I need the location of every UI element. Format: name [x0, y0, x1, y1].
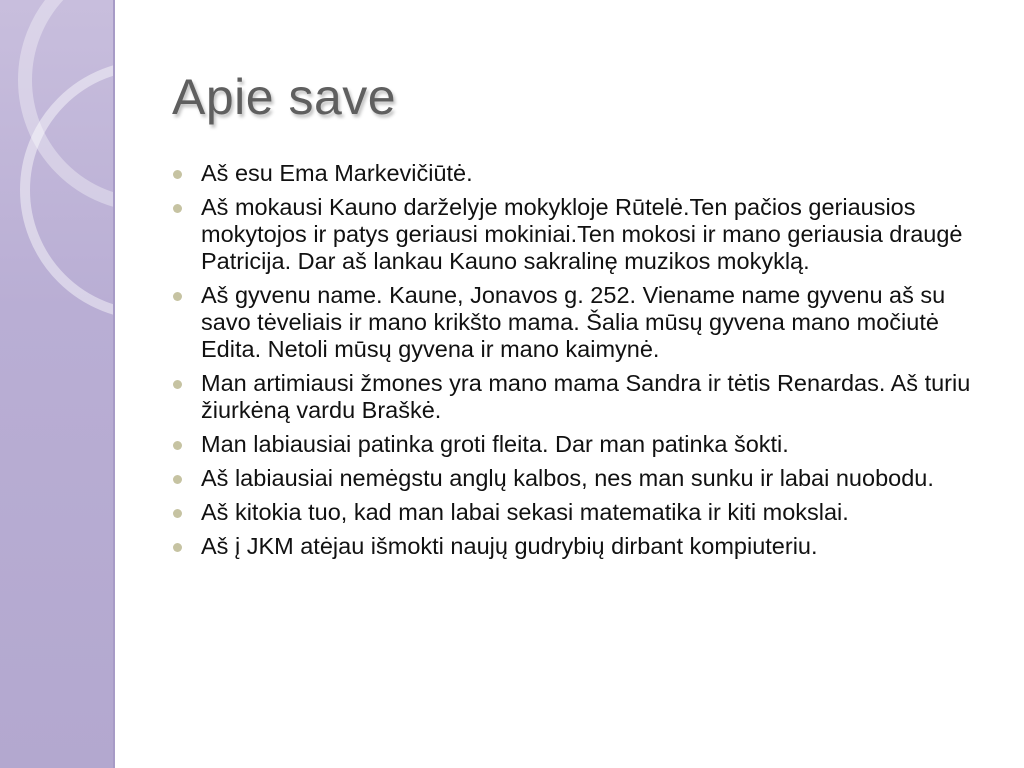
bullet-dot-icon	[173, 509, 182, 518]
bullet-text: Aš į JKM atėjau išmokti naujų gudrybių dirbant kompiuteriu.	[201, 533, 818, 559]
list-item	[172, 160, 972, 187]
decorative-side-band	[0, 0, 115, 768]
list-item	[172, 431, 972, 458]
list-item	[172, 282, 972, 363]
list-item	[172, 499, 972, 526]
bullet-text: Man labiausiai patinka groti fleita. Dar man patinka šokti.	[201, 431, 789, 457]
list-item	[172, 465, 972, 492]
bullet-text: Aš esu Ema Markevičiūtė.	[201, 160, 473, 186]
list-item	[172, 194, 972, 275]
bullet-list	[172, 160, 972, 567]
bullet-text: Aš mokausi Kauno darželyje mokykloje Rūtelė.Ten pačios geriausios mokytojos ir patys geriausi mokiniai.Ten mokosi ir mano geriausia draugė Patricija. Dar aš lankau Kauno sakralinę muzikos mokyklą.	[201, 194, 963, 274]
bullet-text: Aš labiausiai nemėgstu anglų kalbos, nes man sunku ir labai nuobodu.	[201, 465, 934, 491]
bullet-dot-icon	[173, 204, 182, 213]
bullet-dot-icon	[173, 292, 182, 301]
list-item	[172, 533, 972, 560]
decorative-circles	[0, 0, 113, 768]
bullet-dot-icon	[173, 543, 182, 552]
bullet-dot-icon	[173, 475, 182, 484]
bullet-text: Aš gyvenu name. Kaune, Jonavos g. 252. Viename name gyvenu aš su savo tėveliais ir mano krikšto mama. Šalia mūsų gyvena mano močiutė Edita. Netoli mūsų gyvena ir mano kaimynė.	[201, 282, 946, 362]
bullet-dot-icon	[173, 441, 182, 450]
list-item	[172, 370, 972, 424]
bullet-text: Man artimiausi žmones yra mano mama Sandra ir tėtis Renardas. Aš turiu žiurkėną vardu Braškė.	[201, 370, 971, 423]
bullet-dot-icon	[173, 380, 182, 389]
slide-title: Apie save	[172, 69, 397, 125]
bullet-text: Aš kitokia tuo, kad man labai sekasi matematika ir kiti mokslai.	[201, 499, 849, 525]
bullet-dot-icon	[173, 170, 182, 179]
